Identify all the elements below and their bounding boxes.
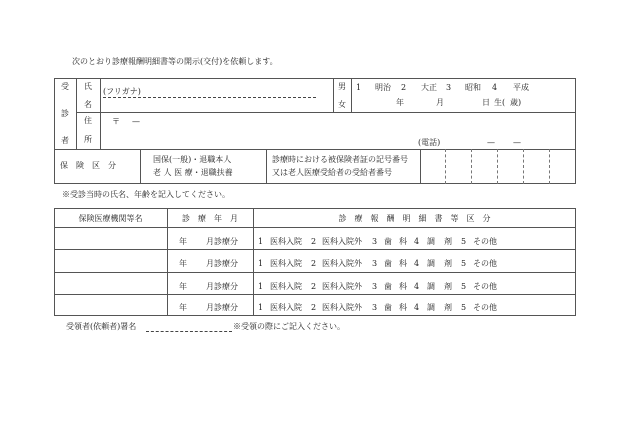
- postal-dash: —: [132, 117, 140, 126]
- option-num-5: 5: [461, 303, 467, 312]
- option-inpatient[interactable]: 医科入院: [270, 303, 302, 312]
- option-dental-1[interactable]: 歯: [384, 259, 392, 268]
- address-label-2: 所: [84, 135, 92, 144]
- insurance-number-label-2: 又は老人医療受給者の受給者番号: [272, 168, 392, 177]
- patient-side-label-3: 者: [61, 136, 69, 145]
- note-text: ※受診当時の氏名、年齢を記入してください。: [62, 190, 230, 199]
- option-pharmacy-1[interactable]: 調: [427, 303, 435, 312]
- option-outpatient[interactable]: 医科入院外: [322, 282, 362, 291]
- option-pharmacy-2[interactable]: 剤: [444, 303, 452, 312]
- header-category: 診 療 報 酬 明 細 書 等 区 分: [338, 214, 491, 223]
- option-num-4: 4: [414, 282, 420, 291]
- era-meiji[interactable]: 明治: [375, 83, 391, 92]
- option-num-5: 5: [461, 282, 467, 291]
- option-inpatient[interactable]: 医科入院: [270, 282, 302, 291]
- insurance-label: 保 険 区 分: [60, 161, 116, 170]
- option-pharmacy-2[interactable]: 剤: [444, 237, 452, 246]
- postal-mark: 〒: [112, 117, 120, 126]
- birth-day-label: 日: [482, 98, 490, 107]
- option-inpatient[interactable]: 医科入院: [270, 259, 302, 268]
- name-underline[interactable]: [103, 97, 316, 98]
- option-num-3: 3: [372, 282, 378, 291]
- era-num-2: 2: [401, 83, 407, 92]
- header-institution: 保険医療機関等名: [78, 214, 143, 223]
- option-num-1: 1: [258, 282, 264, 291]
- option-pharmacy-1[interactable]: 調: [427, 282, 435, 291]
- option-dental-2[interactable]: 科: [399, 282, 407, 291]
- birth-year-label: 年: [396, 98, 404, 107]
- signature-note: ※受領の際にご記入ください。: [233, 322, 345, 331]
- insurance-type-2[interactable]: 老 人 医 療・退職扶養: [153, 168, 233, 177]
- phone-label: (電話): [418, 138, 441, 147]
- option-num-5: 5: [461, 259, 467, 268]
- option-other[interactable]: その他: [473, 303, 497, 312]
- option-num-2: 2: [311, 259, 317, 268]
- option-other[interactable]: その他: [473, 237, 497, 246]
- patient-side-label-2: 診: [61, 109, 69, 118]
- furigana-label: (フリガナ): [103, 87, 141, 96]
- era-num-3: 3: [446, 83, 452, 92]
- signature-field[interactable]: [146, 331, 232, 332]
- header-month: 診 療 年 月: [182, 214, 238, 223]
- birth-suffix: 生(: [494, 98, 506, 107]
- option-num-3: 3: [372, 259, 378, 268]
- name-label-1: 氏: [84, 82, 92, 91]
- row-month: 月診療分: [206, 259, 238, 268]
- option-dental-2[interactable]: 科: [399, 237, 407, 246]
- row-year: 年: [179, 237, 187, 246]
- option-dental-1[interactable]: 歯: [384, 237, 392, 246]
- era-taisho[interactable]: 大正: [421, 83, 437, 92]
- option-num-3: 3: [372, 237, 378, 246]
- option-num-2: 2: [311, 303, 317, 312]
- patient-side-label-1: 受: [61, 82, 69, 91]
- insurance-type-1[interactable]: 国保(一般)・退職本人: [153, 155, 232, 164]
- phone-dash-2: —: [513, 138, 521, 147]
- sex-male[interactable]: 男: [338, 82, 346, 91]
- option-num-2: 2: [311, 282, 317, 291]
- option-dental-2[interactable]: 科: [399, 303, 407, 312]
- insurance-number-label-1: 診療時における被保険者証の記号番号: [272, 155, 408, 164]
- option-dental-1[interactable]: 歯: [384, 282, 392, 291]
- option-pharmacy-2[interactable]: 剤: [444, 282, 452, 291]
- era-heisei[interactable]: 平成: [513, 83, 529, 92]
- option-dental-2[interactable]: 科: [399, 259, 407, 268]
- sex-female[interactable]: 女: [338, 100, 346, 109]
- option-num-1: 1: [258, 259, 264, 268]
- option-num-1: 1: [258, 303, 264, 312]
- option-pharmacy-1[interactable]: 調: [427, 259, 435, 268]
- row-year: 年: [179, 282, 187, 291]
- age-label: 歳): [510, 98, 522, 107]
- name-label-2: 名: [84, 100, 92, 109]
- option-pharmacy-1[interactable]: 調: [427, 237, 435, 246]
- phone-dash-1: —: [487, 138, 495, 147]
- row-month: 月診療分: [206, 237, 238, 246]
- era-num-1: 1: [356, 83, 362, 92]
- option-pharmacy-2[interactable]: 剤: [444, 259, 452, 268]
- option-dental-1[interactable]: 歯: [384, 303, 392, 312]
- row-month: 月診療分: [206, 282, 238, 291]
- option-num-1: 1: [258, 237, 264, 246]
- option-other[interactable]: その他: [473, 259, 497, 268]
- intro-text: 次のとおり診療報酬明細書等の開示(交付)を依頼します。: [72, 57, 278, 66]
- birth-month-label: 月: [436, 98, 444, 107]
- option-outpatient[interactable]: 医科入院外: [322, 259, 362, 268]
- option-num-2: 2: [311, 237, 317, 246]
- address-label-1: 住: [84, 116, 92, 125]
- row-year: 年: [179, 303, 187, 312]
- option-other[interactable]: その他: [473, 282, 497, 291]
- option-outpatient[interactable]: 医科入院外: [322, 303, 362, 312]
- option-inpatient[interactable]: 医科入院: [270, 237, 302, 246]
- option-num-4: 4: [414, 237, 420, 246]
- option-num-5: 5: [461, 237, 467, 246]
- era-num-4: 4: [492, 83, 498, 92]
- row-month: 月診療分: [206, 303, 238, 312]
- era-showa[interactable]: 昭和: [465, 83, 481, 92]
- option-num-4: 4: [414, 259, 420, 268]
- signature-label: 受領者(依頼者)署名: [66, 322, 137, 331]
- option-num-4: 4: [414, 303, 420, 312]
- option-num-3: 3: [372, 303, 378, 312]
- option-outpatient[interactable]: 医科入院外: [322, 237, 362, 246]
- row-year: 年: [179, 259, 187, 268]
